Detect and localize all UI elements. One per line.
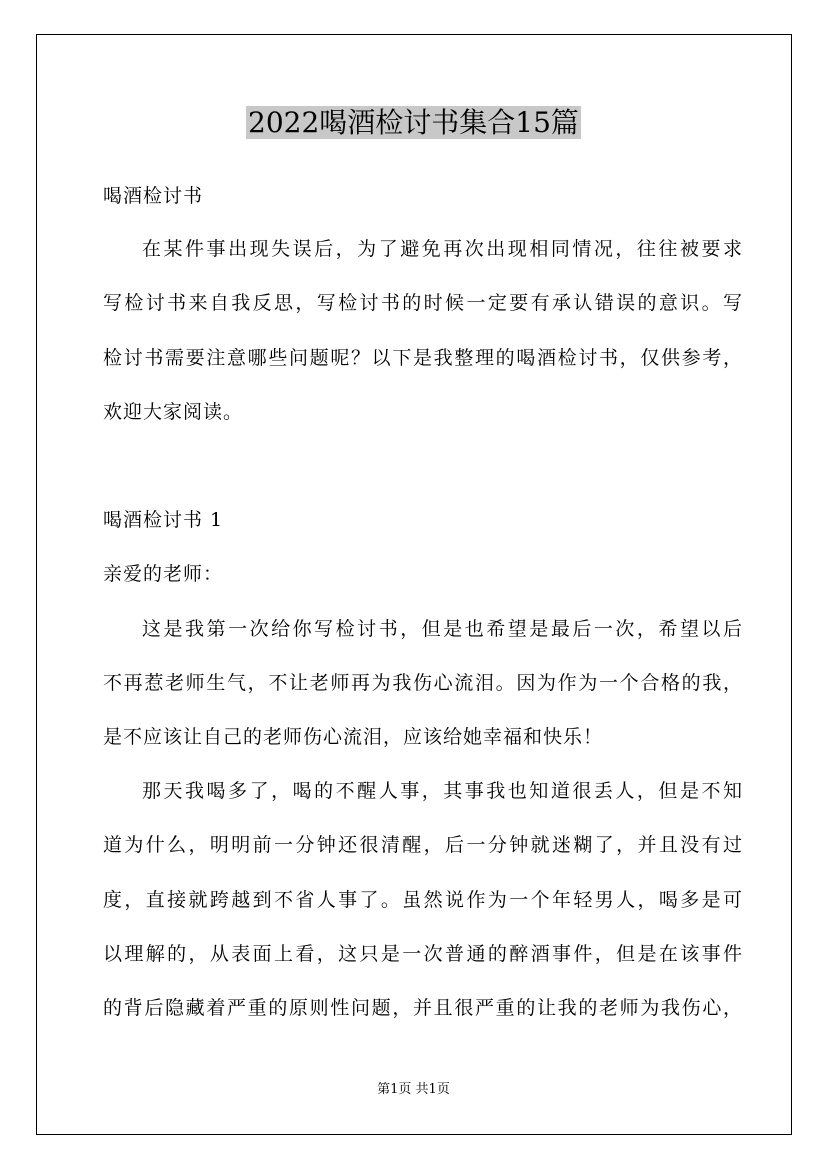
paragraph-line: 的背后隐藏着严重的原则性问题，并且很严重的让我的老师为我伤心，	[103, 997, 743, 1019]
salutation: 亲爱的老师：	[103, 563, 224, 585]
heading-intro: 喝酒检讨书	[103, 185, 204, 207]
paragraph-line: 道为什么，明明前一分钟还很清醒，后一分钟就迷糊了，并且没有过	[103, 834, 743, 856]
paragraph-line: 写检讨书来自我反思，写检讨书的时候一定要有承认错误的意识。写	[103, 292, 743, 314]
heading-1: 喝酒检讨书 1	[103, 509, 224, 531]
paragraph-line: 不再惹老师生气，不让老师再为我伤心流泪。因为作为一个合格的我，	[103, 672, 743, 694]
paragraph-line: 在某件事出现失误后，为了避免再次出现相同情况，往往被要求	[142, 238, 743, 260]
paragraph-line: 是不应该让自己的老师伤心流泪，应该给她幸福和快乐！	[103, 726, 604, 748]
document-title: 2022喝酒检讨书集合15篇	[248, 106, 579, 139]
paragraph-line: 欢迎大家阅读。	[103, 401, 244, 423]
paragraph-line: 这是我第一次给你写检讨书，但是也希望是最后一次，希望以后	[142, 618, 743, 640]
paragraph-line: 检讨书需要注意哪些问题呢？以下是我整理的喝酒检讨书，仅供参考，	[103, 347, 743, 369]
paragraph-line: 以理解的，从表面上看，这只是一次普通的醉酒事件，但是在该事件	[103, 943, 743, 965]
paragraph-line: 度，直接就跨越到不省人事了。虽然说作为一个年轻男人，喝多是可	[103, 889, 743, 911]
paragraph-line: 那天我喝多了，喝的不醒人事，其事我也知道很丢人，但是不知	[142, 780, 743, 802]
page-footer: 第1页 共1页	[377, 1082, 450, 1097]
